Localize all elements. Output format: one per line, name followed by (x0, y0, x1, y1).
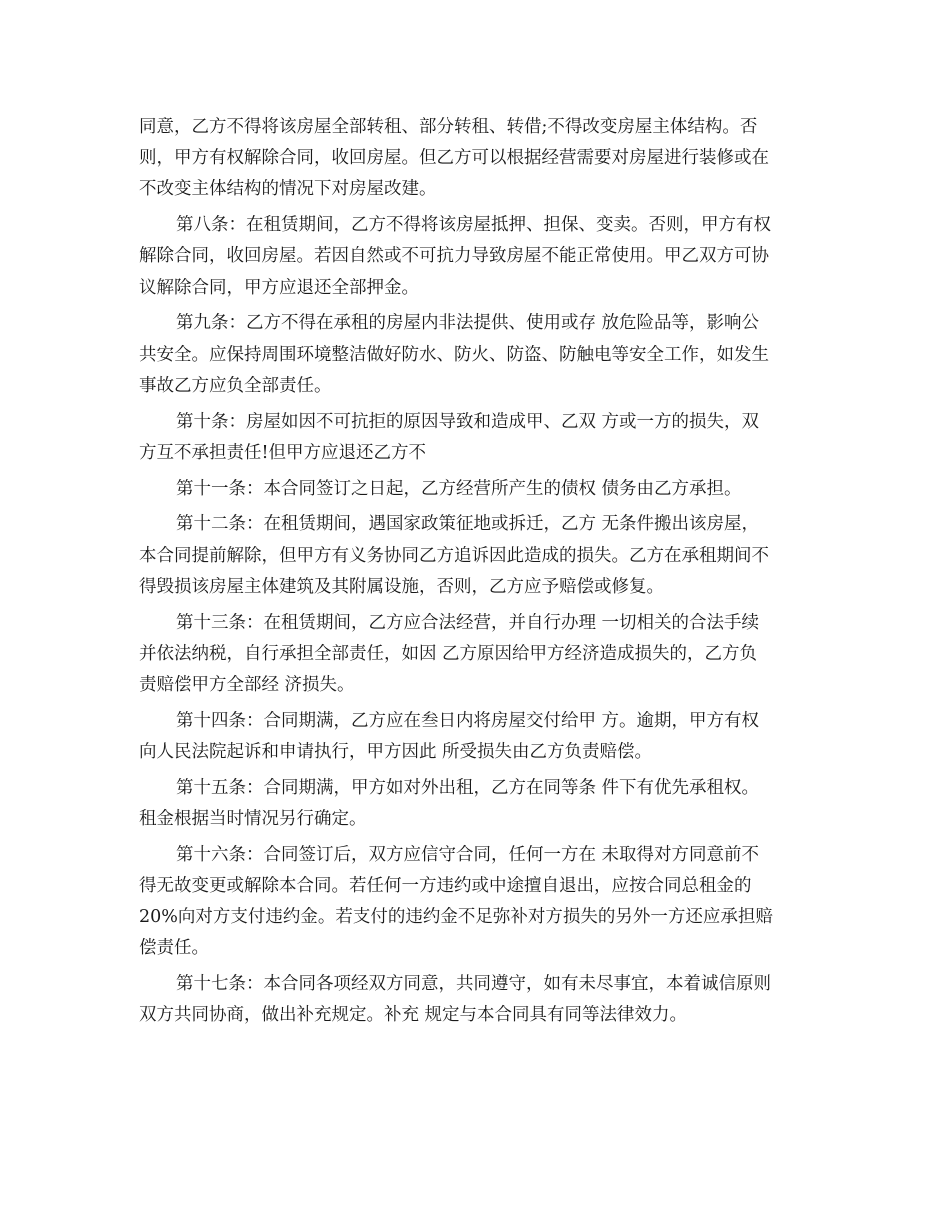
paragraph-line: 并依法纳税，自行承担全部责任，如因 乙方原因给甲方经济造成损失的，乙方负 (139, 643, 758, 664)
contract-paragraph (139, 407, 814, 469)
paragraph-line: 第十六条：合同签订后，双方应信守合同，任何一方在 未取得对方同意前不 (176, 844, 760, 865)
contract-paragraph (139, 608, 814, 702)
paragraph-line: 偿责任。 (139, 938, 209, 959)
paragraph-line: 第十三条：在租赁期间，乙方应合法经营，并自行办理 一切相关的合法手续 (176, 612, 760, 633)
paragraph-line: 得毁损该房屋主体建筑及其附属设施，否则，乙方应予赔偿或修复。 (139, 576, 664, 597)
contract-paragraph (139, 112, 814, 206)
paragraph-line: 第九条：乙方不得在承租的房屋内非法提供、使用或存 放危险品等，影响公 (176, 313, 760, 334)
paragraph-line: 责赔偿甲方全部经 济损失。 (139, 675, 355, 696)
paragraph-line: 得无故变更或解除本合同。若任何一方违约或中途擅自退出，应按合同总租金的 (139, 876, 752, 897)
paragraph-line: 本合同提前解除，但甲方有义务协同乙方追诉因此造成的损失。乙方在承租期间不 (139, 545, 769, 566)
paragraph-line: 第十七条：本合同各项经双方同意，共同遵守，如有未尽事宜，本着诚信原则 (176, 974, 771, 995)
paragraph-line: 共安全。应保持周围环境整洁做好防水、防火、防盗、防触电等安全工作，如发生 (139, 344, 769, 365)
paragraph-line: 第十二条：在租赁期间，遇国家政策征地或拆迁，乙方 无条件搬出该房屋， (176, 514, 760, 535)
paragraph-line: 第十一条：本合同签订之日起，乙方经营所产生的债权 债务由乙方承担。 (176, 478, 742, 499)
paragraph-line: 第八条：在租赁期间，乙方不得将该房屋抵押、担保、变卖。否则，甲方有权 (176, 215, 771, 236)
paragraph-line: 向人民法院起诉和申请执行，甲方因此 所受损失由乙方负责赔偿。 (139, 742, 653, 763)
paragraph-line: 20%向对方支付违约金。若支付的违约金不足弥补对方损失的另外一方还应承担赔 (139, 907, 773, 928)
contract-paragraph (139, 706, 814, 768)
contract-paragraph (139, 773, 814, 835)
paragraph-line: 双方共同协商，做出补充规定。补充 规定与本合同具有同等法律效力。 (139, 1005, 688, 1026)
contract-paragraph (139, 969, 814, 1031)
paragraph-line: 第十条：房屋如因不可抗拒的原因导致和造成甲、乙双 方或一方的损失，双 (176, 411, 760, 432)
paragraph-line: 事故乙方应负全部责任。 (139, 375, 332, 396)
contract-paragraph (139, 509, 814, 603)
paragraph-line: 方互不承担责任!但甲方应退还乙方不 (139, 442, 427, 463)
paragraph-line: 第十五条：合同期满，甲方如对外出租，乙方在同等条 件下有优先承租权。 (176, 777, 760, 798)
contract-paragraph (139, 210, 814, 304)
document-body (139, 112, 814, 1036)
paragraph-line: 则，甲方有权解除合同，收回房屋。但乙方可以根据经营需要对房屋进行装修或在 (139, 148, 769, 169)
paragraph-line: 租金根据当时情况另行确定。 (139, 809, 367, 830)
paragraph-line: 不改变主体结构的情况下对房屋改建。 (139, 179, 437, 200)
contract-paragraph (139, 840, 814, 965)
contract-paragraph (139, 474, 814, 505)
paragraph-line: 议解除合同，甲方应退还全部押金。 (139, 277, 419, 298)
contract-paragraph (139, 308, 814, 402)
paragraph-line: 解除合同，收回房屋。若因自然或不可抗力导致房屋不能正常使用。甲乙双方可协 (139, 246, 769, 267)
paragraph-line: 第十四条：合同期满，乙方应在叁日内将房屋交付给甲 方。逾期，甲方有权 (176, 710, 760, 731)
paragraph-line: 同意，乙方不得将该房屋全部转租、部分转租、转借;不得改变房屋主体结构。否 (139, 117, 758, 137)
